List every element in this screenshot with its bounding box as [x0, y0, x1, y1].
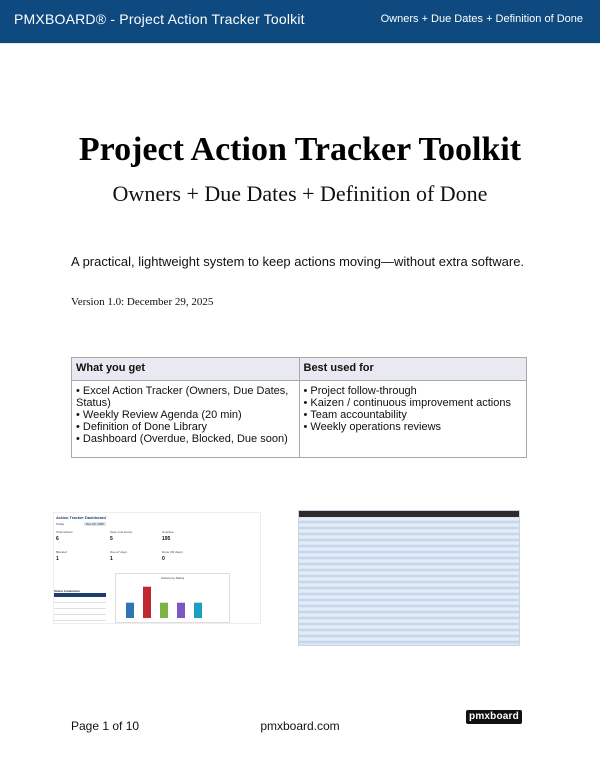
tracker-row	[299, 605, 519, 607]
tracker-row	[299, 587, 519, 589]
kpi-label: Blocked	[56, 550, 67, 554]
status-table-title: Status breakdown	[54, 589, 80, 593]
tracker-row	[299, 530, 519, 532]
list-item: • Definition of Done Library	[76, 421, 208, 433]
page-header	[0, 0, 600, 43]
tracker-header-row	[299, 511, 519, 517]
tracker-row	[299, 638, 519, 640]
tracker-row	[299, 641, 519, 643]
today-value: Dec 29, 2025	[86, 522, 104, 526]
status-chart-bars	[116, 574, 229, 622]
chart-bar	[194, 603, 202, 618]
tracker-row	[299, 569, 519, 571]
tracker-row	[299, 548, 519, 550]
chart-title: Actions by Status	[160, 576, 185, 580]
kpi-value: 195	[162, 536, 171, 542]
tracker-row	[299, 533, 519, 535]
tracker-row	[299, 614, 519, 616]
tracker-row	[299, 620, 519, 622]
tracker-row	[299, 599, 519, 601]
tracker-row	[299, 539, 519, 541]
what-you-get-cell	[72, 381, 300, 458]
list-item: • Weekly operations reviews	[303, 421, 442, 433]
table-header-best-used-for: Best used for	[299, 358, 527, 381]
tracker-row	[299, 560, 519, 562]
today-label: Today	[56, 522, 65, 526]
list-item: • Weekly Review Agenda (20 min)	[76, 409, 242, 421]
kpi-label: Open (not Done)	[110, 530, 133, 534]
header-divider	[0, 43, 600, 44]
tracker-row	[299, 536, 519, 538]
chart-bar	[160, 603, 168, 618]
header-title: PMXBOARD® - Project Action Tracker Toolkit	[14, 11, 305, 27]
kpi-value: 1	[56, 556, 59, 562]
tracker-row	[299, 623, 519, 625]
tracker-row	[299, 563, 519, 565]
tracker-row	[299, 524, 519, 526]
tracker-row	[299, 629, 519, 631]
document-version: Version 1.0: December 29, 2025	[71, 296, 214, 308]
tracker-row	[299, 581, 519, 583]
tracker-row	[299, 578, 519, 580]
page-number: Page 1 of 10	[71, 719, 140, 733]
status-breakdown-table	[54, 589, 106, 621]
features-table	[71, 357, 527, 458]
tracker-row	[299, 584, 519, 586]
tracker-row	[299, 596, 519, 598]
footer-site: pmxboard.com	[260, 719, 340, 733]
pmxboard-logo: pmxboard	[466, 710, 522, 724]
tracker-row	[299, 617, 519, 619]
tracker-row	[299, 572, 519, 574]
tracker-thumbnail	[298, 510, 520, 646]
header-subtitle: Owners + Due Dates + Definition of Done	[380, 13, 583, 25]
tracker-row	[299, 590, 519, 592]
tracker-row	[299, 521, 519, 523]
list-item: • Project follow-through	[303, 385, 417, 397]
list-item: • Dashboard (Overdue, Blocked, Due soon)	[76, 433, 288, 445]
kpi-value: 1	[110, 556, 113, 562]
list-item: • Excel Action Tracker (Owners, Due Dates, Status)	[76, 385, 289, 409]
tracker-row	[299, 566, 519, 568]
list-item: • Team accountability	[303, 409, 407, 421]
document-tagline: A practical, lightweight system to keep actions moving—without extra software.	[71, 254, 525, 269]
chart-bar	[126, 603, 134, 618]
tracker-row	[299, 557, 519, 559]
tracker-row	[299, 542, 519, 544]
kpi-value: 0	[162, 556, 165, 562]
kpi-label: Done (30 days)	[162, 550, 183, 554]
tracker-row	[299, 635, 519, 637]
tracker-row	[299, 575, 519, 577]
tracker-row	[299, 626, 519, 628]
tracker-row	[299, 545, 519, 547]
kpi-value: 6	[56, 536, 59, 542]
document-title: Project Action Tracker Toolkit	[78, 131, 522, 168]
kpi-label: Overdue	[162, 530, 174, 534]
list-item: • Kaizen / continuous improvement actions	[303, 397, 511, 409]
table-header-what-you-get: What you get	[72, 358, 300, 381]
status-chart	[115, 573, 230, 623]
tracker-row	[299, 554, 519, 556]
best-used-for-cell	[299, 381, 527, 458]
chart-bar	[143, 587, 151, 618]
kpi-label: Total actions	[56, 530, 73, 534]
document-subtitle: Owners + Due Dates + Definition of Done	[112, 181, 488, 206]
tracker-row	[299, 593, 519, 595]
kpi-label: Due ≤7 days	[110, 550, 127, 554]
tracker-row	[299, 608, 519, 610]
dashboard-thumbnail	[53, 512, 261, 624]
tracker-row	[299, 632, 519, 634]
tracker-row	[299, 527, 519, 529]
tracker-row	[299, 551, 519, 553]
chart-bar	[177, 603, 185, 618]
kpi-value: 5	[110, 536, 113, 542]
dashboard-title: Action Tracker Dashboard	[56, 515, 106, 520]
tracker-row	[299, 602, 519, 604]
tracker-row	[299, 611, 519, 613]
tracker-row	[299, 518, 519, 520]
table-row	[54, 615, 106, 621]
